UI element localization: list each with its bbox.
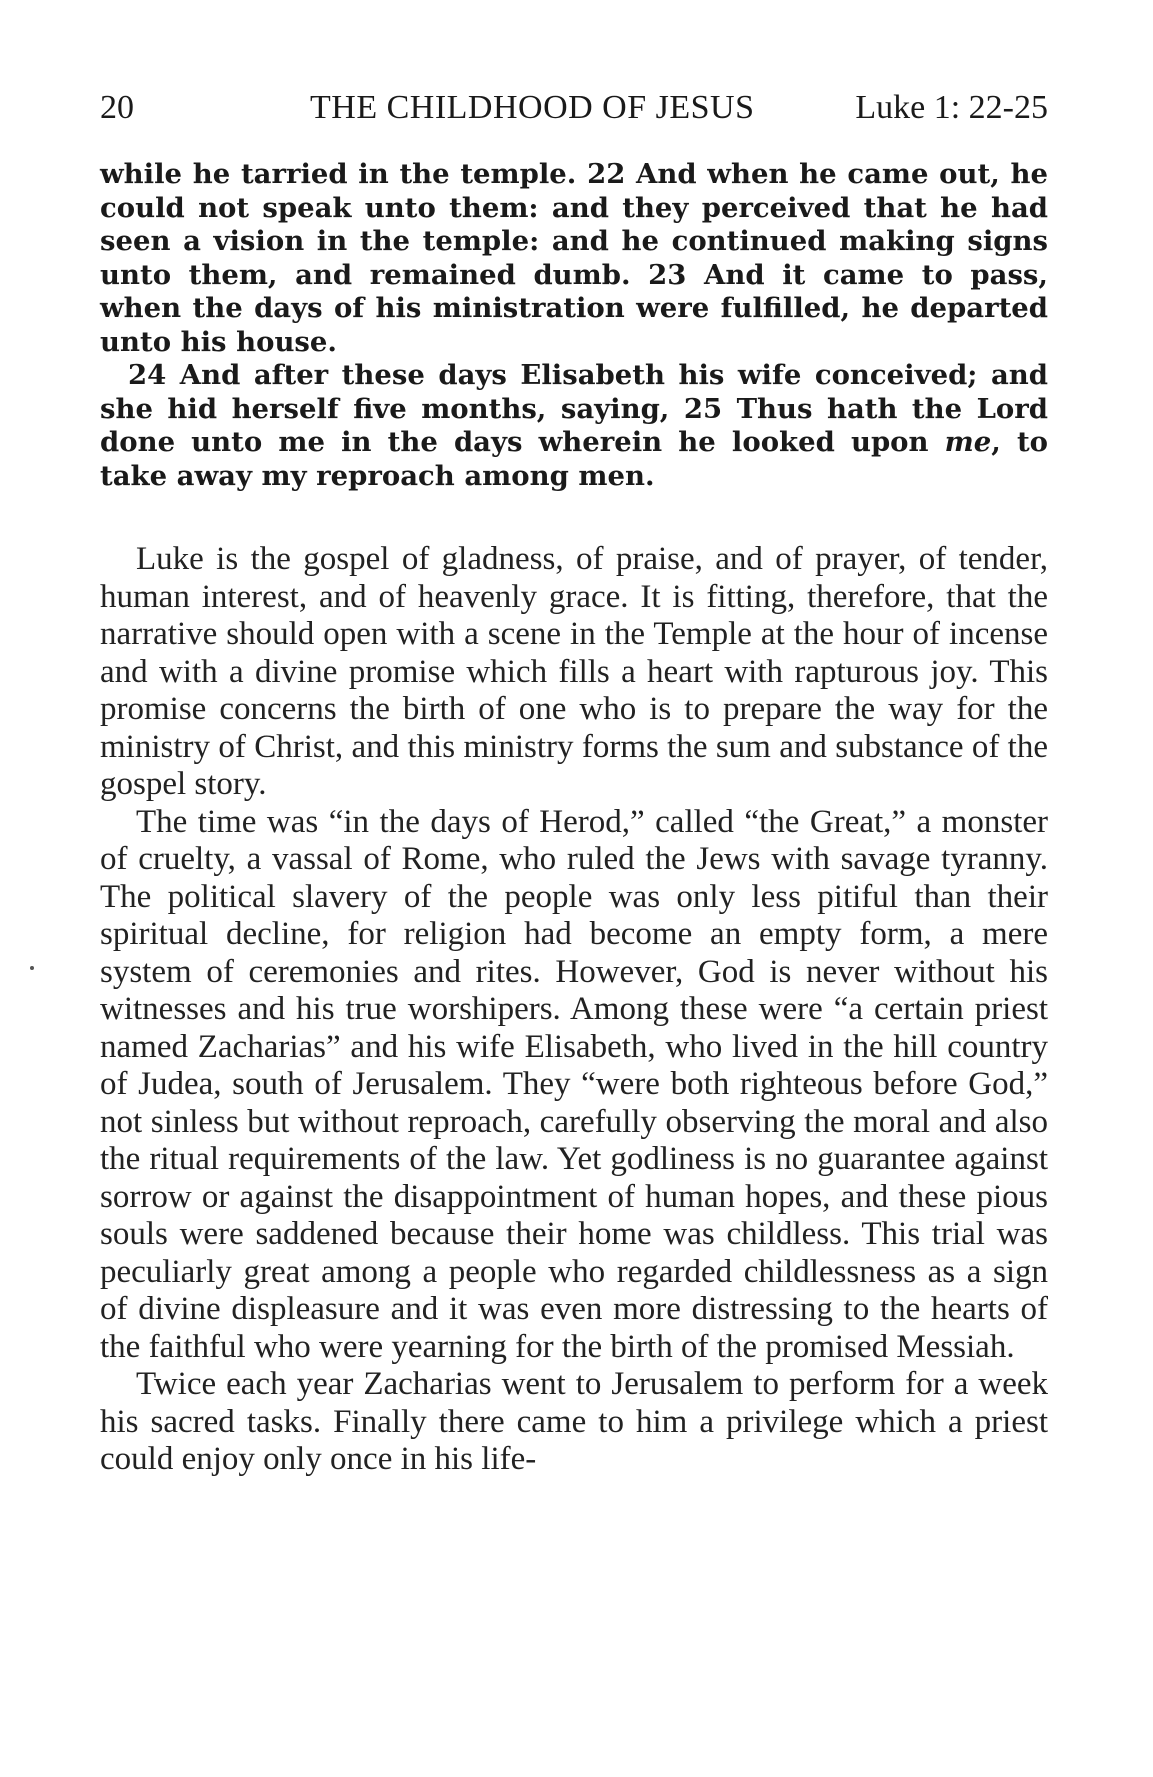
scripture-reference: Luke 1: 22-25 [855,89,1048,126]
commentary-paragraph: Luke is the gospel of gladness, of praise, and of prayer, of tender, human interest, and of heavenly grace. It is fitting, therefore, that the narrative should open with a scene in the Temple at the hour of incense and with a divine promise which fills a heart with rapturous joy. This promise concerns the birth of one who is to prepare the way for the ministry of Christ, and this ministry forms the sum and substance of the gospel story. [100,541,1048,802]
running-head [100,78,1048,138]
scripture-emphasis: me [944,426,992,458]
commentary [100,541,1048,1479]
scripture-paragraph [100,359,1048,493]
scripture-passage [100,158,1048,493]
scripture-text: , to take away my reproach among men. [100,426,1048,492]
commentary-paragraph: Twice each year Zacharias went to Jerusalem to perform for a week his sacred tasks. Finally there came to him a privilege which a priest could enjoy only once in his life- [100,1366,1048,1477]
margin-speck [30,966,34,970]
book-page [100,78,1048,1479]
scripture-paragraph: while he tarried in the temple. 22 And when he came out, he could not speak unto them: and they perceived that he had seen a vision in the temple: and he continued making signs unto them, and remained dumb. 23 And it came to pass, when the days of his ministration were fulfilled, he departed unto his house. [100,158,1048,358]
scripture-text: 24 And after these days Elisabeth his wife conceived; and she hid herself five months, saying, 25 Thus hath the Lord done unto me in the days wherein he looked upon [100,359,1048,458]
book-title: THE CHILDHOOD OF JESUS [310,89,755,126]
page-number: 20 [100,89,134,126]
commentary-paragraph: The time was “in the days of Herod,” called “the Great,” a monster of cruelty, a vassal of Rome, who ruled the Jews with savage tyranny. The political slavery of the people was only less pitiful than their spiritual decline, for religion had become an empty form, a mere system of ceremonies and rites. However, God is never without his witnesses and his true worshipers. Among these were “a certain priest named Zacharias” and his wife Elisabeth, who lived in the hill country of Judea, south of Jerusalem. They “were both righteous before God,” not sinless but without reproach, carefully observing the moral and also the ritual requirements of the law. Yet godliness is no guarantee against sorrow or against the disappointment of human hopes, and these pious souls were saddened because their home was childless. This trial was peculiarly great among a people who regarded childlessness as a sign of divine displeasure and it was even more distressing to the hearts of the faithful who were yearning for the birth of the promised Messiah. [100,803,1048,1365]
